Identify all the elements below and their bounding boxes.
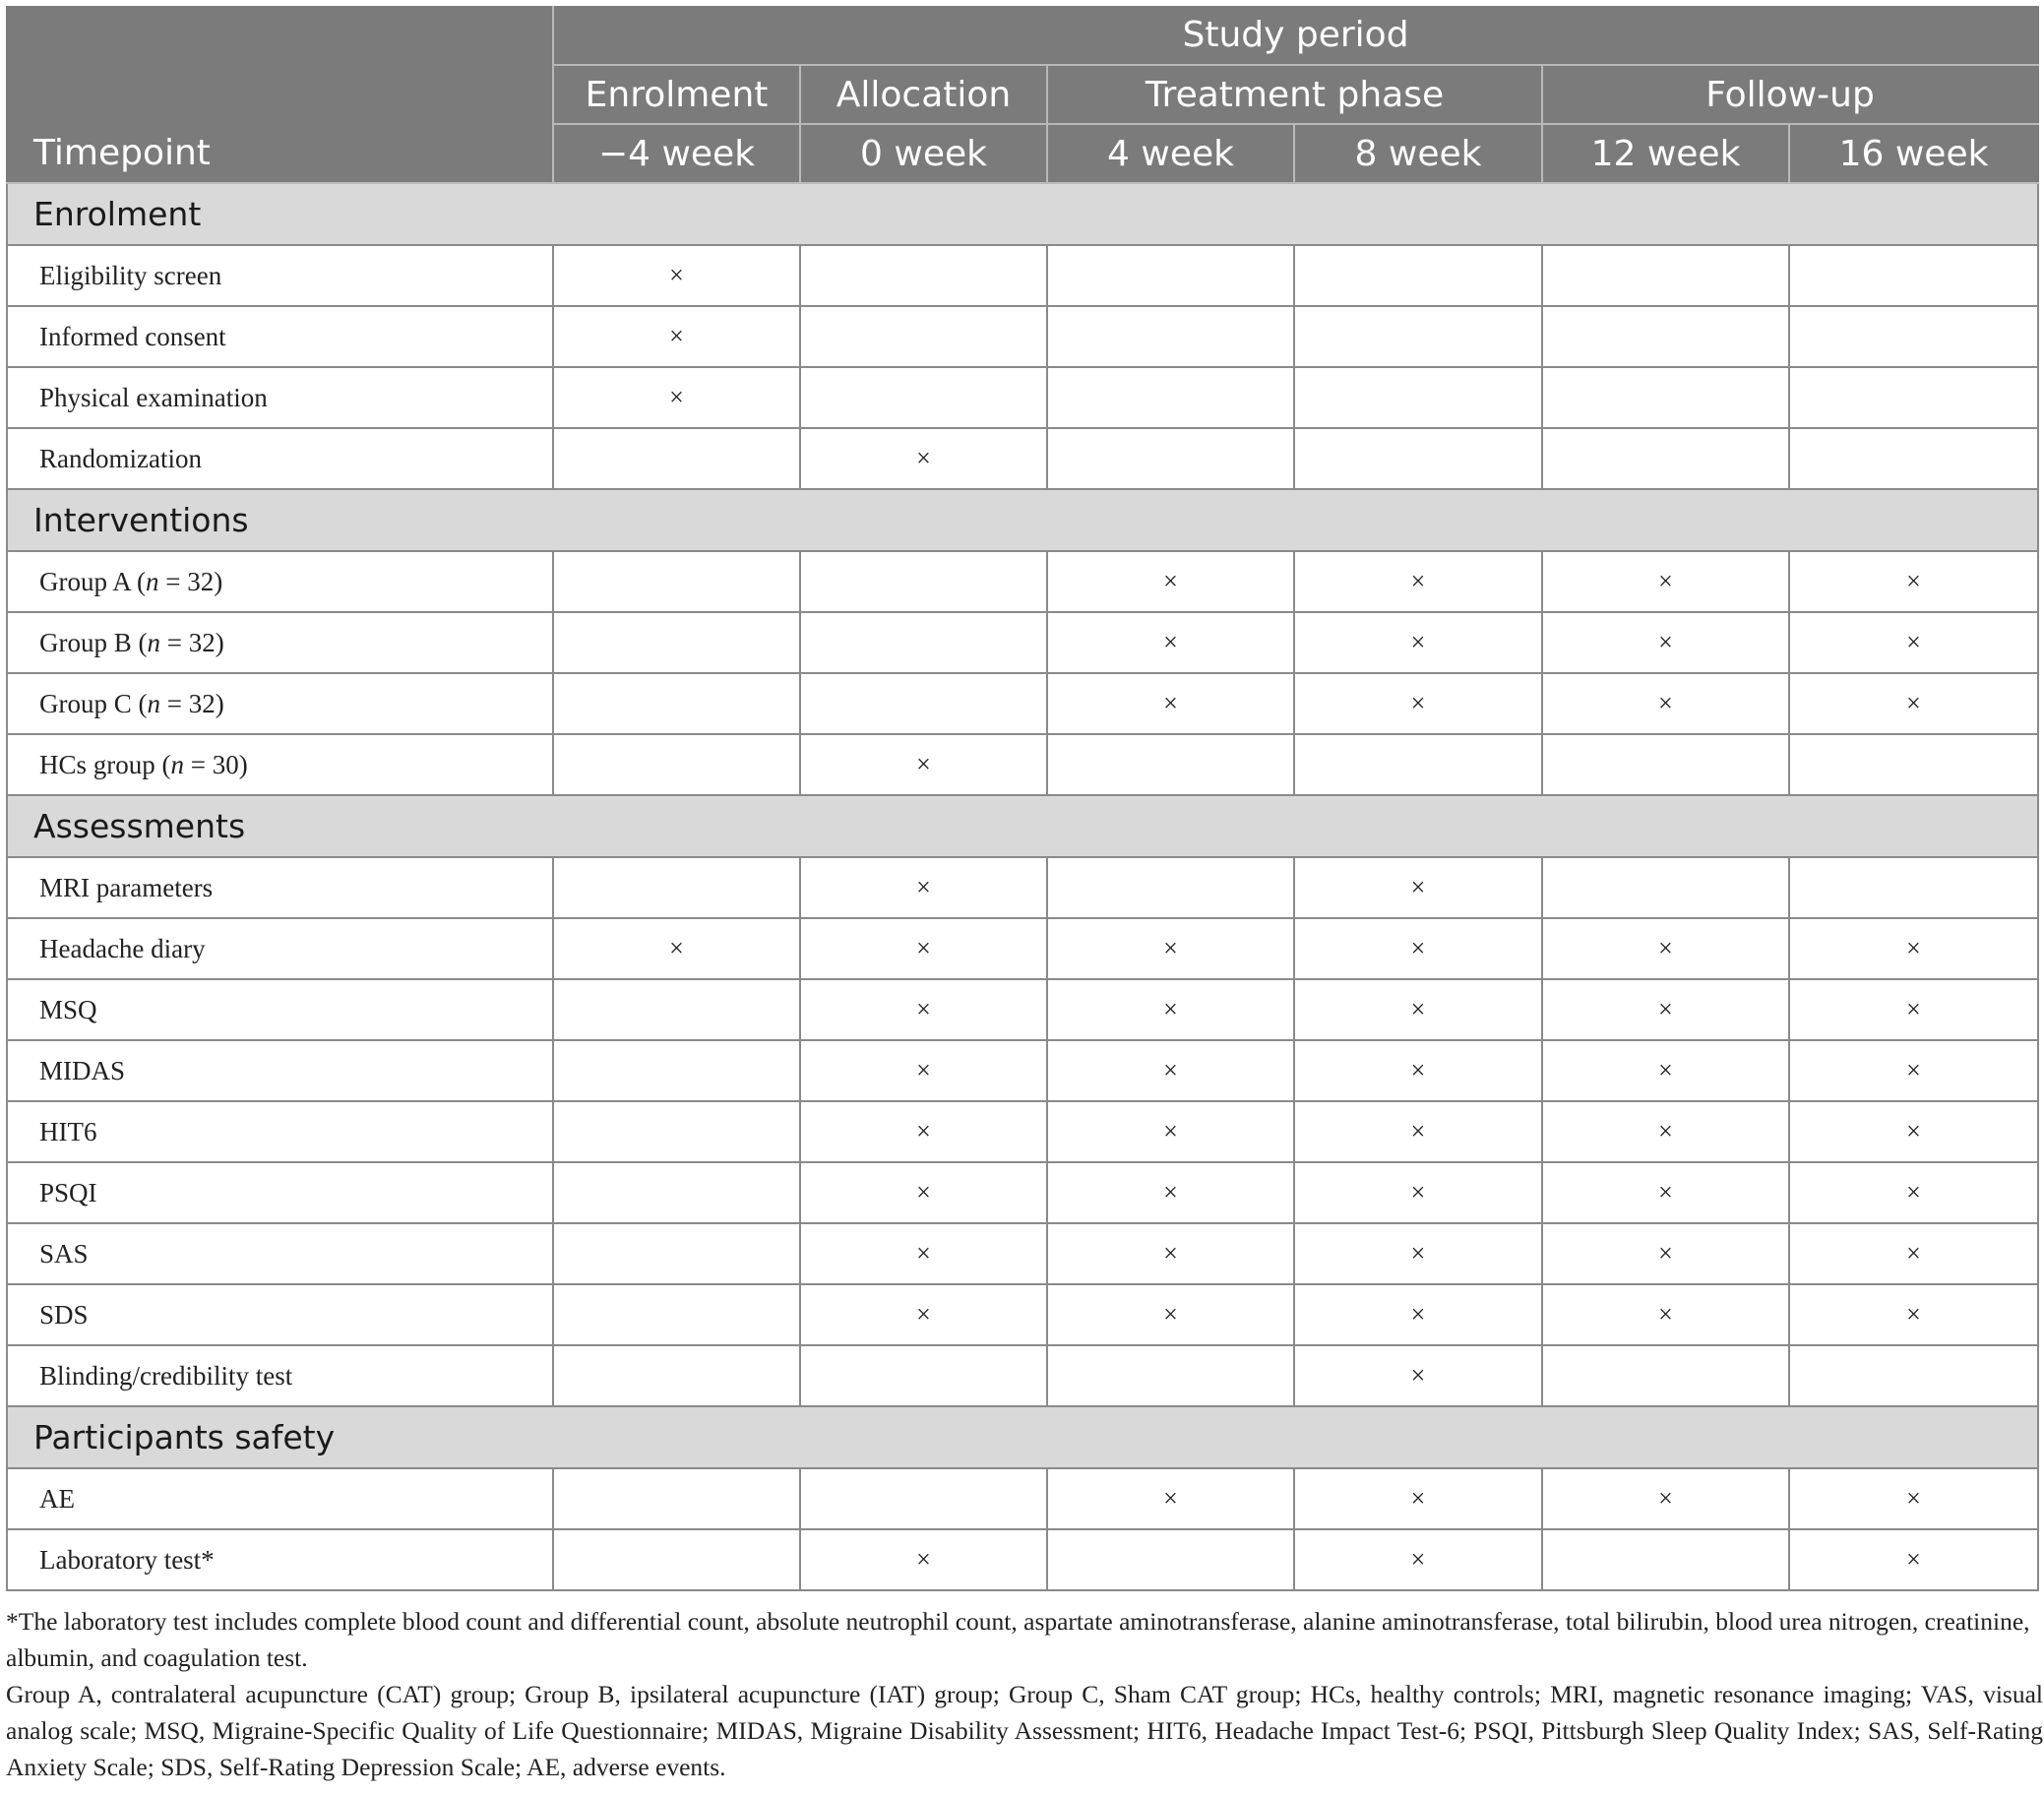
mark-cell: × [1294, 1162, 1542, 1223]
timepoint-column-header: 4 week [1047, 124, 1294, 183]
mark-cell: × [1542, 673, 1789, 734]
timepoint-header: Timepoint [7, 124, 553, 183]
empty-cell [1047, 428, 1294, 489]
mark-cell: × [1294, 1223, 1542, 1284]
empty-cell [1789, 245, 2038, 306]
table-row [7, 734, 2038, 795]
mark-cell: × [1047, 551, 1294, 612]
row-label-count: = 32) [160, 688, 224, 718]
empty-cell [1047, 734, 1294, 795]
empty-cell [1789, 306, 2038, 367]
empty-cell [553, 1223, 800, 1284]
footnote-laboratory: *The laboratory test includes complete blood count and differential count, absolute neutrophil count, aspartate aminotransferase, alanine aminotransferase, total bilirubin, blood urea nitrogen, creatinine, albumin, and coagulation test. [6, 1607, 2030, 1672]
empty-cell [1542, 306, 1789, 367]
row-label [7, 979, 553, 1040]
mark-cell: × [1047, 1162, 1294, 1223]
mark-cell: × [1789, 918, 2038, 979]
mark-cell: × [1294, 551, 1542, 612]
empty-cell [1789, 857, 2038, 918]
empty-cell [553, 1284, 800, 1345]
row-label-text: Group C ( [39, 688, 148, 718]
empty-cell [800, 1345, 1047, 1406]
empty-cell [800, 673, 1047, 734]
empty-cell [1294, 428, 1542, 489]
row-label-text: HCs group ( [39, 749, 171, 779]
mark-cell: × [800, 428, 1047, 489]
table-row [7, 673, 2038, 734]
mark-cell: × [1789, 1468, 2038, 1529]
table-row [7, 1284, 2038, 1345]
table-row [7, 612, 2038, 673]
row-label [7, 1223, 553, 1284]
empty-cell [1047, 245, 1294, 306]
empty-cell [553, 612, 800, 673]
empty-cell [1047, 857, 1294, 918]
empty-cell [553, 734, 800, 795]
empty-cell [800, 551, 1047, 612]
table-row [7, 428, 2038, 489]
row-label [7, 551, 553, 612]
row-label [7, 1101, 553, 1162]
mark-cell: × [1542, 1162, 1789, 1223]
empty-cell [553, 1345, 800, 1406]
row-label-n: n [170, 749, 184, 779]
table-footnotes [6, 1603, 2043, 1785]
row-label-count: = 32) [158, 566, 223, 596]
empty-cell [1789, 428, 2038, 489]
table-header [7, 6, 2038, 183]
empty-cell [553, 551, 800, 612]
row-label-n: n [147, 688, 160, 718]
empty-cell [553, 1162, 800, 1223]
row-label-text: Randomization [39, 443, 202, 473]
mark-cell: × [1789, 673, 2038, 734]
mark-cell: × [553, 306, 800, 367]
mark-cell: × [1294, 1284, 1542, 1345]
mark-cell: × [1047, 918, 1294, 979]
empty-cell [1542, 245, 1789, 306]
row-label-text: PSQI [39, 1177, 97, 1207]
row-label-text: Informed consent [39, 321, 226, 351]
table-row [7, 1101, 2038, 1162]
mark-cell: × [1294, 1345, 1542, 1406]
mark-cell: × [1294, 1101, 1542, 1162]
mark-cell: × [1047, 612, 1294, 673]
mark-cell: × [1047, 1223, 1294, 1284]
row-label-text: Group A ( [39, 566, 146, 596]
mark-cell: × [1047, 1101, 1294, 1162]
mark-cell: × [1294, 1529, 1542, 1590]
section-row [7, 1406, 2038, 1468]
row-label-n: n [147, 627, 160, 657]
mark-cell: × [1294, 673, 1542, 734]
mark-cell: × [800, 857, 1047, 918]
mark-cell: × [1294, 918, 1542, 979]
section-row [7, 795, 2038, 857]
row-label [7, 1345, 553, 1406]
mark-cell: × [800, 979, 1047, 1040]
table-row [7, 1162, 2038, 1223]
empty-cell [1789, 734, 2038, 795]
row-label [7, 1162, 553, 1223]
study-period-header: Study period [553, 6, 2038, 65]
timepoint-column-header: 0 week [800, 124, 1047, 183]
mark-cell: × [800, 734, 1047, 795]
row-label [7, 1468, 553, 1529]
mark-cell: × [1789, 979, 2038, 1040]
empty-cell [1294, 245, 1542, 306]
row-label [7, 1040, 553, 1101]
row-label-text: MRI parameters [39, 872, 214, 902]
mark-cell: × [1542, 1040, 1789, 1101]
row-label-text: MSQ [39, 994, 97, 1024]
timepoint-column-header: 16 week [1789, 124, 2038, 183]
mark-cell: × [1542, 918, 1789, 979]
table-row [7, 1529, 2038, 1590]
empty-cell [1294, 734, 1542, 795]
table-row [7, 1345, 2038, 1406]
timepoint-column-header: 8 week [1294, 124, 1542, 183]
empty-cell [1047, 1345, 1294, 1406]
row-label-text: Eligibility screen [39, 260, 222, 290]
mark-cell: × [800, 1162, 1047, 1223]
row-label-text: Physical examination [39, 382, 268, 412]
mark-cell: × [1542, 1101, 1789, 1162]
row-label-text: Laboratory test* [39, 1544, 215, 1575]
schedule-table-container [6, 6, 2043, 1785]
row-label [7, 857, 553, 918]
empty-cell [800, 612, 1047, 673]
row-label-text: SAS [39, 1238, 89, 1269]
empty-cell [1047, 306, 1294, 367]
mark-cell: × [1294, 979, 1542, 1040]
mark-cell: × [1294, 857, 1542, 918]
table-row [7, 1468, 2038, 1529]
mark-cell: × [800, 1101, 1047, 1162]
mark-cell: × [1789, 1284, 2038, 1345]
row-label-text: Headache diary [39, 933, 206, 963]
header-corner-2 [7, 65, 553, 124]
mark-cell: × [1047, 673, 1294, 734]
table-row [7, 857, 2038, 918]
empty-cell [1294, 367, 1542, 428]
mark-cell: × [1047, 979, 1294, 1040]
mark-cell: × [1789, 1223, 2038, 1284]
row-label [7, 612, 553, 673]
table-row [7, 306, 2038, 367]
mark-cell: × [1542, 979, 1789, 1040]
empty-cell [1542, 367, 1789, 428]
empty-cell [1542, 1529, 1789, 1590]
table-row [7, 1223, 2038, 1284]
row-label [7, 367, 553, 428]
row-label [7, 1284, 553, 1345]
empty-cell [553, 1468, 800, 1529]
row-label-text: SDS [39, 1299, 89, 1330]
empty-cell [1294, 306, 1542, 367]
row-label-text: AE [39, 1483, 75, 1514]
row-label-text: Blinding/credibility test [39, 1360, 293, 1391]
mark-cell: × [553, 367, 800, 428]
period-group-header: Treatment phase [1047, 65, 1542, 124]
section-title: Participants safety [7, 1406, 2038, 1468]
table-row [7, 1040, 2038, 1101]
row-label-text: Group B ( [39, 627, 148, 657]
mark-cell: × [800, 1223, 1047, 1284]
row-label-count: = 30) [184, 749, 248, 779]
mark-cell: × [1789, 1101, 2038, 1162]
timepoint-column-header: −4 week [553, 124, 800, 183]
table-row [7, 979, 2038, 1040]
row-label-text: HIT6 [39, 1116, 97, 1146]
row-label [7, 673, 553, 734]
empty-cell [553, 1101, 800, 1162]
table-row [7, 551, 2038, 612]
row-label [7, 245, 553, 306]
mark-cell: × [800, 1529, 1047, 1590]
footnote-abbreviations: Group A, contralateral acupuncture (CAT) group; Group B, ipsilateral acupuncture (IAT) group; Group C, Sham CAT group; HCs, healthy controls; MRI, magnetic resonance imaging; VAS, visual analog scale; MSQ, Migraine-Specific Quality of Life Questionnaire; MIDAS, Migraine Disability Assessment; HIT6, Headache Impact Test-6; PSQI, Pittsburgh Sleep Quality Index; SAS, Self-Rating Anxiety Scale; SDS, Self-Rating Depression Scale; AE, adverse events. [6, 1680, 2043, 1781]
empty-cell [1542, 734, 1789, 795]
mark-cell: × [1542, 1223, 1789, 1284]
section-title: Interventions [7, 489, 2038, 551]
mark-cell: × [1542, 1468, 1789, 1529]
empty-cell [1789, 367, 2038, 428]
row-label [7, 306, 553, 367]
mark-cell: × [1789, 1162, 2038, 1223]
mark-cell: × [1047, 1284, 1294, 1345]
empty-cell [1047, 1529, 1294, 1590]
timepoint-column-header: 12 week [1542, 124, 1789, 183]
empty-cell [553, 1529, 800, 1590]
empty-cell [553, 1040, 800, 1101]
row-label-count: = 32) [160, 627, 224, 657]
row-label [7, 428, 553, 489]
period-group-header: Follow-up [1542, 65, 2038, 124]
section-title: Assessments [7, 795, 2038, 857]
empty-cell [800, 1468, 1047, 1529]
row-label-n: n [146, 566, 159, 596]
table-row [7, 245, 2038, 306]
empty-cell [800, 367, 1047, 428]
empty-cell [1047, 367, 1294, 428]
empty-cell [553, 673, 800, 734]
mark-cell: × [1294, 1040, 1542, 1101]
empty-cell [1542, 857, 1789, 918]
mark-cell: × [1789, 1529, 2038, 1590]
table-body [7, 183, 2038, 1590]
row-label [7, 918, 553, 979]
empty-cell [800, 306, 1047, 367]
empty-cell [1789, 1345, 2038, 1406]
empty-cell [1542, 428, 1789, 489]
row-label-text: MIDAS [39, 1055, 126, 1085]
table-row [7, 918, 2038, 979]
mark-cell: × [1047, 1040, 1294, 1101]
empty-cell [553, 857, 800, 918]
empty-cell [1542, 1345, 1789, 1406]
section-title: Enrolment [7, 183, 2038, 245]
mark-cell: × [1294, 1468, 1542, 1529]
mark-cell: × [1047, 1468, 1294, 1529]
empty-cell [800, 245, 1047, 306]
mark-cell: × [1789, 612, 2038, 673]
row-label [7, 1529, 553, 1590]
table-row [7, 367, 2038, 428]
mark-cell: × [553, 245, 800, 306]
empty-cell [553, 979, 800, 1040]
empty-cell [553, 428, 800, 489]
section-row [7, 489, 2038, 551]
mark-cell: × [800, 1040, 1047, 1101]
section-row [7, 183, 2038, 245]
mark-cell: × [1542, 1284, 1789, 1345]
mark-cell: × [1789, 1040, 2038, 1101]
period-group-header: Allocation [800, 65, 1047, 124]
mark-cell: × [1789, 551, 2038, 612]
row-label [7, 734, 553, 795]
study-schedule-table [6, 6, 2039, 1591]
mark-cell: × [553, 918, 800, 979]
period-group-header: Enrolment [553, 65, 800, 124]
mark-cell: × [800, 918, 1047, 979]
mark-cell: × [800, 1284, 1047, 1345]
mark-cell: × [1542, 551, 1789, 612]
header-corner [7, 6, 553, 65]
mark-cell: × [1294, 612, 1542, 673]
mark-cell: × [1542, 612, 1789, 673]
